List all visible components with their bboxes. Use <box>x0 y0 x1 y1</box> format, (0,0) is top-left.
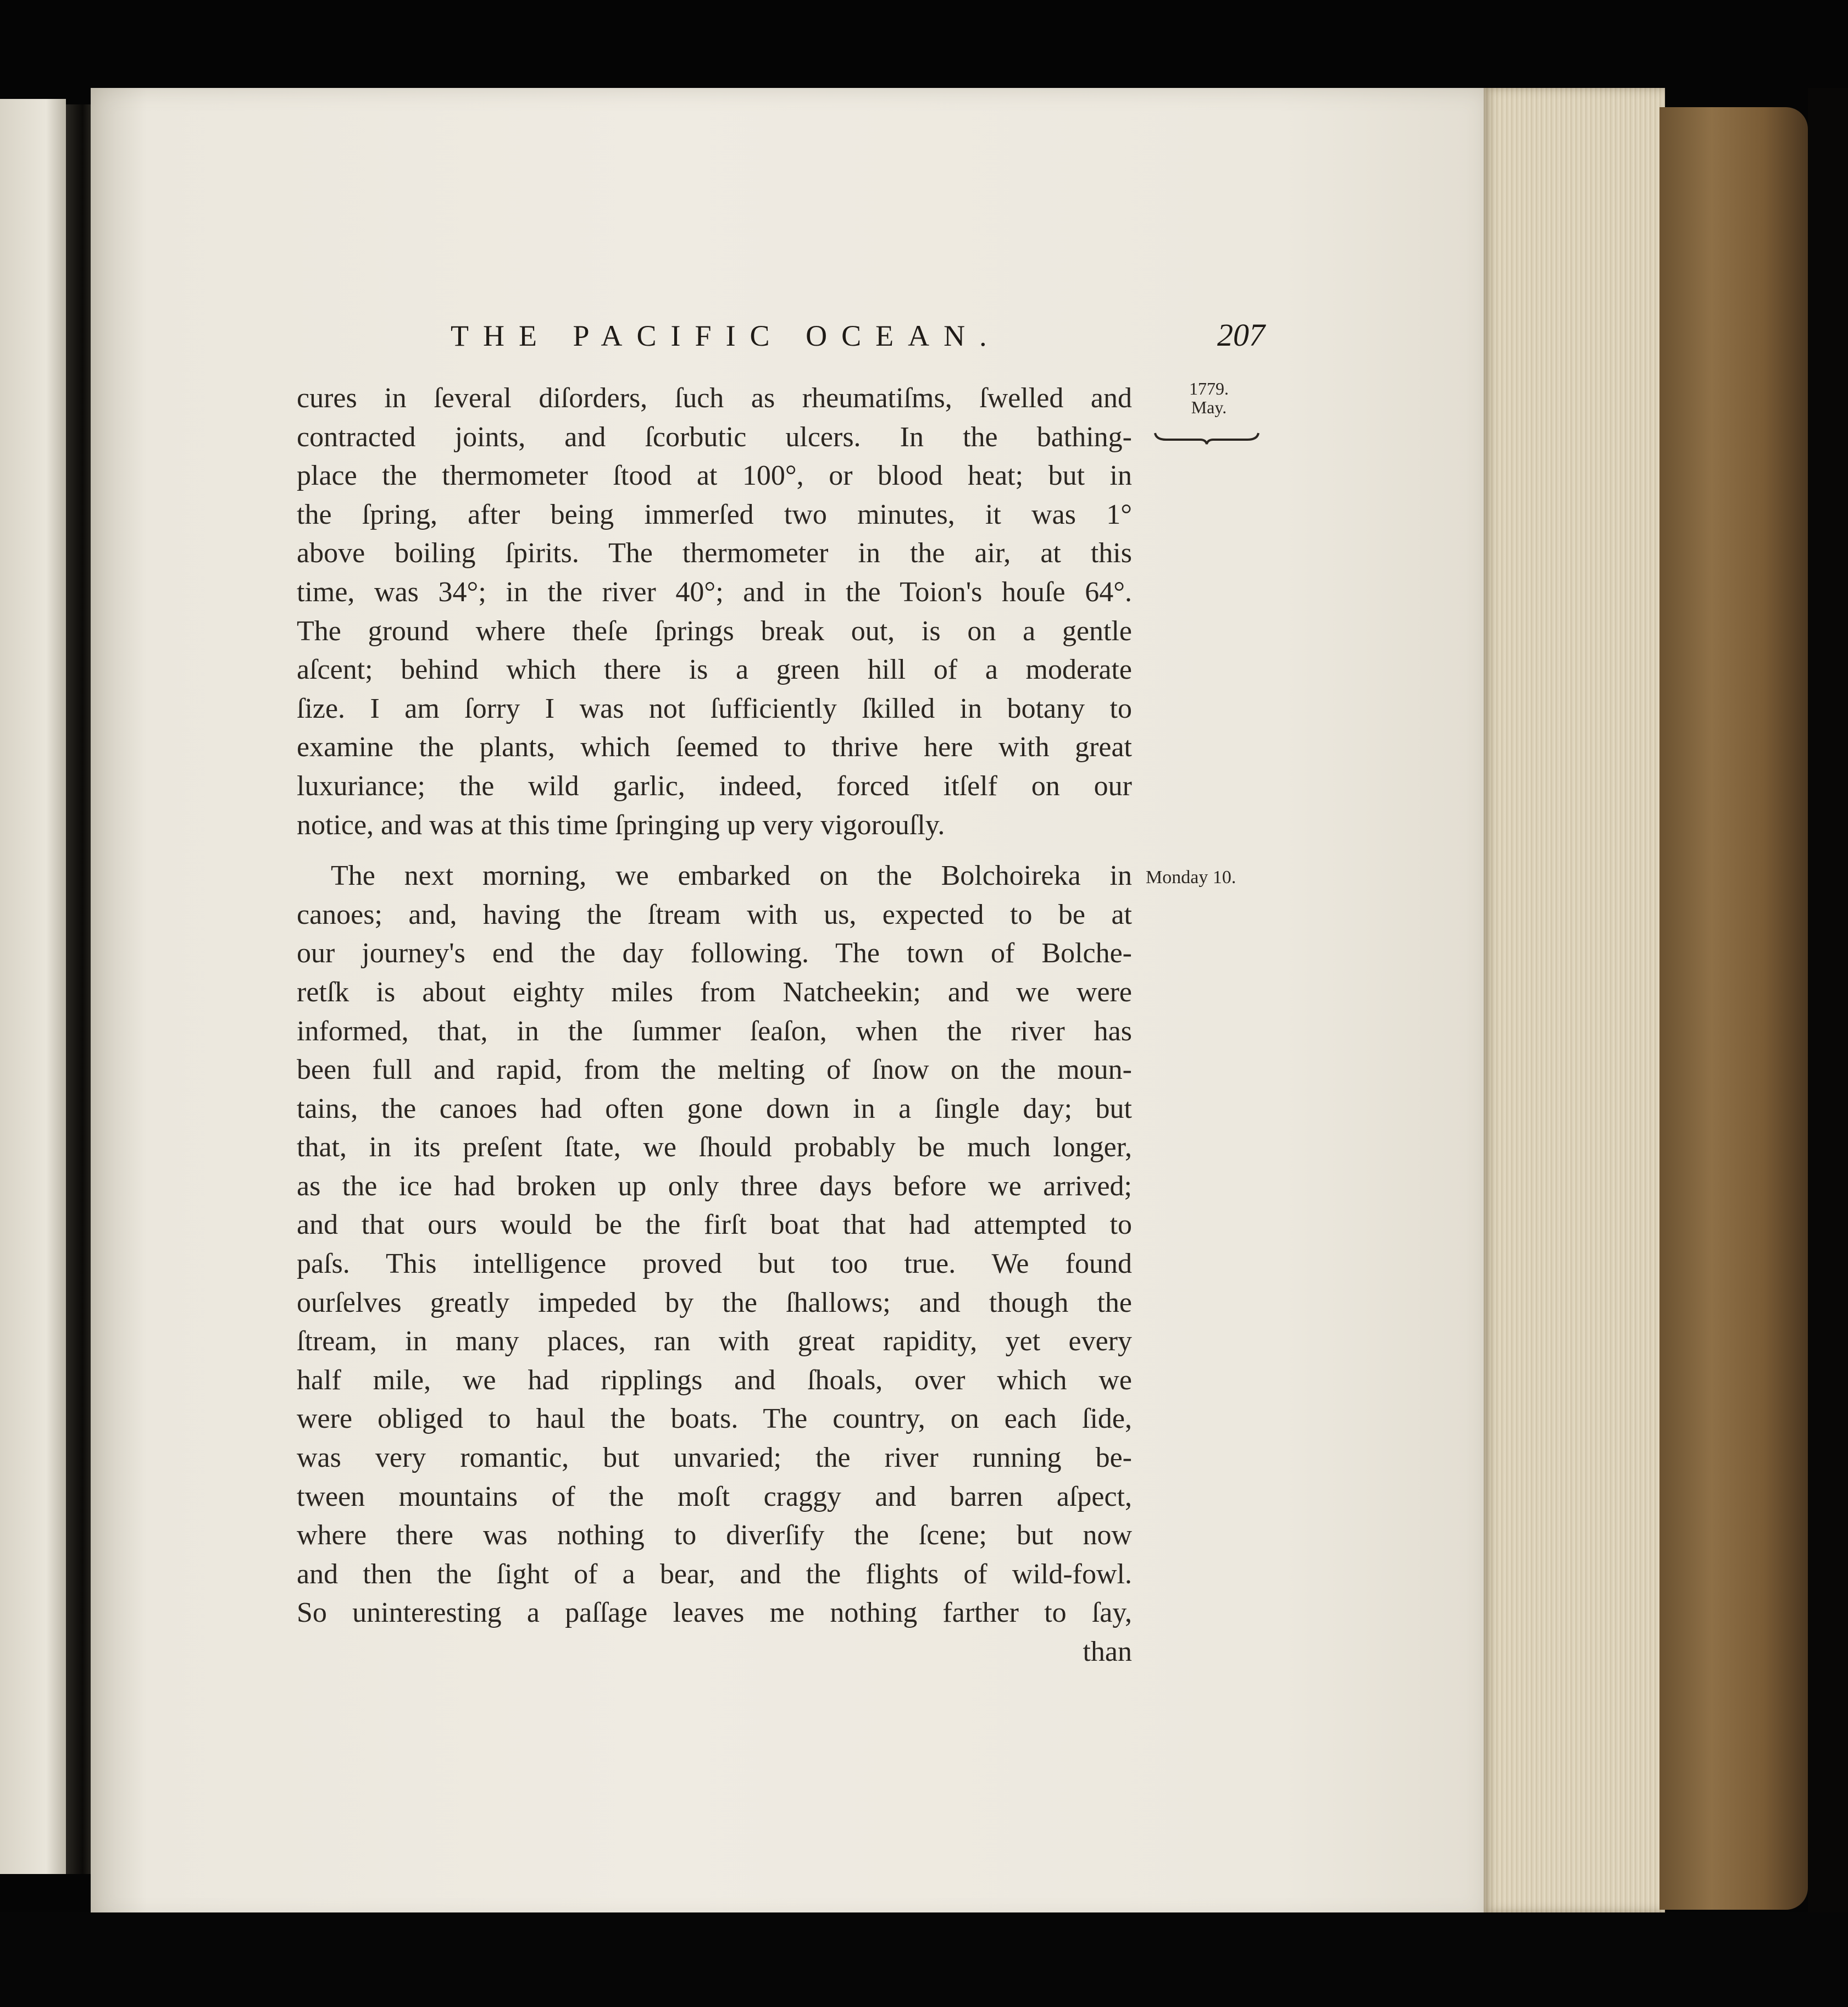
text-line: canoes; and, having the ſtream with us, expected to be at <box>297 899 1132 930</box>
text-line: tains, the canoes had often gone down in a ſingle day; but <box>297 1093 1132 1124</box>
page-fore-edge <box>1484 88 1665 1912</box>
text-line: half mile, we had ripplings and ſhoals, over which we <box>297 1364 1132 1396</box>
text-line: paſs. This intelligence proved but too true. We found <box>297 1248 1132 1280</box>
text-line: The next morning, we embarked on the Bolchoireka in <box>331 860 1132 892</box>
text-line: place the thermometer ſtood at 100°, or blood heat; but in <box>297 460 1132 492</box>
catchword: than <box>1083 1636 1132 1667</box>
text-line: cures in ſeveral diſorders, ſuch as rheumatiſms, ſwelled and <box>297 382 1132 414</box>
text-line: our journey's end the day following. The town of Bolche- <box>297 938 1132 969</box>
margin-year: 1779. <box>1189 379 1229 398</box>
text-line: was very romantic, but unvaried; the river running be- <box>297 1442 1132 1474</box>
text-line: tween mountains of the moſt craggy and barren aſpect, <box>297 1481 1132 1512</box>
text-line: retſk is about eighty miles from Natcheekin; and we were <box>297 976 1132 1008</box>
text-line: So uninteresting a paſſage leaves me nothing farther to ſay, <box>297 1597 1132 1629</box>
left-page-edge <box>0 99 66 1874</box>
book-cover-edge <box>1660 107 1808 1910</box>
margin-brace-icon <box>1153 430 1261 446</box>
text-line: as the ice had broken up only three days before we arrived; <box>297 1170 1132 1202</box>
margin-date-year <box>1170 379 1247 417</box>
running-head: THE PACIFIC OCEAN. <box>451 319 1001 352</box>
text-line: time, was 34°; in the river 40°; and in the Toion's houſe 64°. <box>297 576 1132 608</box>
text-line: The ground where theſe ſprings break out, is on a gentle <box>297 615 1132 647</box>
text-line: the ſpring, after being immerſed two minutes, it was 1° <box>297 498 1132 530</box>
text-line: contracted joints, and ſcorbutic ulcers. In the bathing- <box>297 421 1132 453</box>
text-line: above boiling ſpirits. The thermometer in the air, at this <box>297 537 1132 569</box>
page-number: 207 <box>1217 317 1265 353</box>
text-line: ſtream, in many places, ran with great rapidity, yet every <box>297 1326 1132 1357</box>
text-line: been full and rapid, from the melting of ſnow on the moun- <box>297 1054 1132 1086</box>
text-line: and then the ſight of a bear, and the flights of wild-fowl. <box>297 1558 1132 1590</box>
background-shadow-right <box>1808 88 1848 1923</box>
text-line: that, in its preſent ſtate, we ſhould probably be much longer, <box>297 1132 1132 1163</box>
text-line: luxuriance; the wild garlic, indeed, forced itſelf on our <box>297 770 1132 802</box>
text-line: where there was nothing to diverſify the ſcene; but now <box>297 1520 1132 1551</box>
text-line: notice, and was at this time ſpringing up very vigorouſly. <box>297 809 945 841</box>
margin-date-monday: Monday 10. <box>1146 867 1236 888</box>
text-line: informed, that, in the ſummer ſeaſon, when the river has <box>297 1015 1132 1047</box>
text-line: aſcent; behind which there is a green hill of a moderate <box>297 654 1132 686</box>
background-shadow-bottom <box>0 1912 1848 2007</box>
paragraph-gap <box>297 845 1132 857</box>
body-text <box>297 379 1132 1672</box>
text-line: ourſelves greatly impeded by the ſhallows; and though the <box>297 1287 1132 1318</box>
text-line: were obliged to haul the boats. The country, on each ſide, <box>297 1403 1132 1435</box>
text-line: and that ours would be the firſt boat that had attempted to <box>297 1209 1132 1241</box>
margin-month: May. <box>1191 397 1227 417</box>
text-line: ſize. I am ſorry I was not ſufficiently ſkilled in botany to <box>297 692 1132 724</box>
text-line: examine the plants, which ſeemed to thrive here with great <box>297 731 1132 763</box>
